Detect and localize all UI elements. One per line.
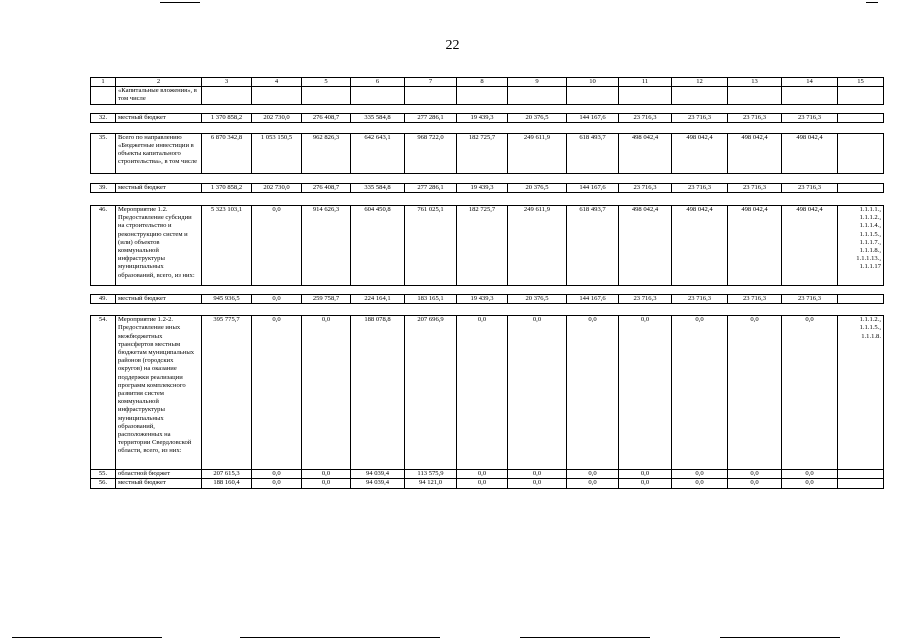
value-cell: 20 376,5 xyxy=(508,183,567,192)
header-row xyxy=(91,78,884,87)
value-cell: 498 042,4 xyxy=(672,206,728,286)
value-cell: 23 716,3 xyxy=(672,113,728,122)
budget-table xyxy=(90,77,884,489)
value-cell: 0,0 xyxy=(567,479,619,488)
value-cell: 276 408,7 xyxy=(302,183,351,192)
row-number-cell: 54. xyxy=(91,316,116,470)
value-cell: 277 286,1 xyxy=(405,183,457,192)
value-cell: 1 370 858,2 xyxy=(202,183,252,192)
value-cell: 0,0 xyxy=(302,479,351,488)
value-cell: 0,0 xyxy=(728,316,782,470)
value-cell: 20 376,5 xyxy=(508,295,567,304)
value-cell: 23 716,3 xyxy=(728,295,782,304)
value-cell: 224 164,1 xyxy=(351,295,405,304)
value-cell: 0,0 xyxy=(782,479,838,488)
header-cell: 2 xyxy=(116,78,202,87)
value-cell xyxy=(252,87,302,104)
value-cell xyxy=(728,87,782,104)
row-description-cell: областной бюджет xyxy=(116,470,202,479)
value-cell xyxy=(302,87,351,104)
value-cell: 6 870 342,8 xyxy=(202,133,252,173)
value-cell: 0,0 xyxy=(728,470,782,479)
row-number-cell: 32. xyxy=(91,113,116,122)
value-cell xyxy=(567,87,619,104)
value-cell: 0,0 xyxy=(619,316,672,470)
header-cell: 6 xyxy=(351,78,405,87)
row-description-cell: местный бюджет xyxy=(116,479,202,488)
table-row xyxy=(91,206,884,286)
value-cell: 914 626,3 xyxy=(302,206,351,286)
value-cell: 335 584,8 xyxy=(351,113,405,122)
value-cell: 498 042,4 xyxy=(728,133,782,173)
value-cell: 1 370 858,2 xyxy=(202,113,252,122)
table-row xyxy=(91,295,884,304)
row-description-cell: «Капитальные вложения», в том числе xyxy=(116,87,202,104)
value-cell xyxy=(405,87,457,104)
value-cell: 604 450,8 xyxy=(351,206,405,286)
target-indicators-cell: 1.1.1.2., 1.1.1.5., 1.1.1.8. xyxy=(838,316,884,470)
header-cell: 7 xyxy=(405,78,457,87)
header-cell: 13 xyxy=(728,78,782,87)
value-cell: 23 716,3 xyxy=(672,183,728,192)
header-cell: 1 xyxy=(91,78,116,87)
value-cell: 249 611,9 xyxy=(508,206,567,286)
value-cell: 259 758,7 xyxy=(302,295,351,304)
value-cell xyxy=(508,87,567,104)
value-cell: 945 936,5 xyxy=(202,295,252,304)
value-cell: 188 078,8 xyxy=(351,316,405,470)
row-gap xyxy=(91,304,884,316)
value-cell: 202 730,0 xyxy=(252,183,302,192)
value-cell: 395 775,7 xyxy=(202,316,252,470)
value-cell: 23 716,3 xyxy=(619,183,672,192)
value-cell: 144 167,6 xyxy=(567,113,619,122)
row-description-cell: Мероприятие 1.2. Предоставление субсидии на строительство и реконструкцию систем и (или) объектов коммунальной инфраструктуры муниципальных образований, всего, из них: xyxy=(116,206,202,286)
value-cell xyxy=(351,87,405,104)
value-cell: 0,0 xyxy=(567,470,619,479)
value-cell: 276 408,7 xyxy=(302,113,351,122)
value-cell: 0,0 xyxy=(672,316,728,470)
value-cell: 498 042,4 xyxy=(619,133,672,173)
value-cell: 0,0 xyxy=(782,316,838,470)
row-number-cell xyxy=(91,87,116,104)
target-indicators-cell xyxy=(838,87,884,104)
row-number-cell: 49. xyxy=(91,295,116,304)
value-cell: 183 165,1 xyxy=(405,295,457,304)
value-cell: 23 716,3 xyxy=(728,113,782,122)
table-row xyxy=(91,470,884,479)
value-cell xyxy=(202,87,252,104)
table-row xyxy=(91,479,884,488)
header-cell: 15 xyxy=(838,78,884,87)
row-gap xyxy=(91,193,884,206)
value-cell: 277 286,1 xyxy=(405,113,457,122)
row-number-cell: 35. xyxy=(91,133,116,173)
table-row xyxy=(91,113,884,122)
page-number: 22 xyxy=(445,38,460,53)
value-cell: 113 575,9 xyxy=(405,470,457,479)
value-cell: 0,0 xyxy=(728,479,782,488)
row-description-cell: местный бюджет xyxy=(116,113,202,122)
value-cell: 618 493,7 xyxy=(567,133,619,173)
value-cell: 19 439,3 xyxy=(457,113,508,122)
value-cell: 618 493,7 xyxy=(567,206,619,286)
row-description-cell: Мероприятие 1.2-2. Предоставление иных межбюджетных трансфертов местным бюджетам муниципальных районов (городских округов) на оказание поддержки реализации программ комплексного развития систем коммунальной инфраструктуры муниципальных образований, расположенных на территории Свердловской области, всего, из них: xyxy=(116,316,202,470)
value-cell: 498 042,4 xyxy=(782,133,838,173)
value-cell: 23 716,3 xyxy=(782,295,838,304)
value-cell: 0,0 xyxy=(672,479,728,488)
value-cell: 182 725,7 xyxy=(457,206,508,286)
value-cell: 0,0 xyxy=(457,470,508,479)
value-cell: 498 042,4 xyxy=(728,206,782,286)
table-row xyxy=(91,183,884,192)
value-cell: 0,0 xyxy=(457,316,508,470)
header-cell: 4 xyxy=(252,78,302,87)
value-cell: 0,0 xyxy=(508,479,567,488)
header-cell: 9 xyxy=(508,78,567,87)
row-gap xyxy=(91,122,884,133)
value-cell: 0,0 xyxy=(252,470,302,479)
table-row xyxy=(91,87,884,104)
row-description-cell: Всего по направлению «Бюджетные инвестиции в объекты капитального строительства», в том числе xyxy=(116,133,202,173)
value-cell: 498 042,4 xyxy=(782,206,838,286)
target-indicators-cell xyxy=(838,183,884,192)
value-cell: 0,0 xyxy=(508,316,567,470)
value-cell: 0,0 xyxy=(252,295,302,304)
value-cell: 1 053 150,5 xyxy=(252,133,302,173)
value-cell: 498 042,4 xyxy=(672,133,728,173)
value-cell: 0,0 xyxy=(252,206,302,286)
table-row xyxy=(91,316,884,470)
target-indicators-cell: 1.1.1.1., 1.1.1.2., 1.1.1.4., 1.1.1.5., 1.1.1.7., 1.1.1.8., 1.1.1.13., 1.1.1.17 xyxy=(838,206,884,286)
value-cell: 0,0 xyxy=(252,479,302,488)
value-cell: 962 826,3 xyxy=(302,133,351,173)
row-number-cell: 46. xyxy=(91,206,116,286)
top-edge-line xyxy=(866,2,878,3)
value-cell: 0,0 xyxy=(302,316,351,470)
value-cell: 249 611,9 xyxy=(508,133,567,173)
value-cell: 207 696,9 xyxy=(405,316,457,470)
row-description-cell: местный бюджет xyxy=(116,183,202,192)
value-cell: 5 323 103,1 xyxy=(202,206,252,286)
value-cell: 0,0 xyxy=(619,479,672,488)
value-cell: 0,0 xyxy=(782,470,838,479)
value-cell: 0,0 xyxy=(567,316,619,470)
value-cell: 0,0 xyxy=(457,479,508,488)
bottom-edge-line xyxy=(520,637,650,638)
header-cell: 3 xyxy=(202,78,252,87)
row-gap xyxy=(91,173,884,183)
value-cell: 19 439,3 xyxy=(457,295,508,304)
value-cell: 0,0 xyxy=(619,470,672,479)
value-cell: 23 716,3 xyxy=(782,113,838,122)
value-cell: 20 376,5 xyxy=(508,113,567,122)
target-indicators-cell xyxy=(838,479,884,488)
value-cell: 207 615,3 xyxy=(202,470,252,479)
value-cell: 202 730,0 xyxy=(252,113,302,122)
value-cell xyxy=(457,87,508,104)
bottom-edge-line xyxy=(720,637,840,638)
value-cell: 642 643,1 xyxy=(351,133,405,173)
value-cell: 23 716,3 xyxy=(619,113,672,122)
value-cell: 188 160,4 xyxy=(202,479,252,488)
value-cell: 23 716,3 xyxy=(728,183,782,192)
target-indicators-cell xyxy=(838,133,884,173)
value-cell: 182 725,7 xyxy=(457,133,508,173)
header-cell: 8 xyxy=(457,78,508,87)
value-cell: 23 716,3 xyxy=(782,183,838,192)
bottom-edge-line xyxy=(12,637,162,638)
value-cell: 0,0 xyxy=(302,470,351,479)
value-cell: 968 722,0 xyxy=(405,133,457,173)
row-gap xyxy=(91,104,884,113)
table-row xyxy=(91,133,884,173)
top-edge-line xyxy=(160,2,200,3)
value-cell: 23 716,3 xyxy=(672,295,728,304)
target-indicators-cell xyxy=(838,470,884,479)
row-number-cell: 55. xyxy=(91,470,116,479)
header-cell: 11 xyxy=(619,78,672,87)
header-cell: 12 xyxy=(672,78,728,87)
value-cell: 94 039,4 xyxy=(351,470,405,479)
target-indicators-cell xyxy=(838,295,884,304)
value-cell: 94 121,0 xyxy=(405,479,457,488)
value-cell: 19 439,3 xyxy=(457,183,508,192)
bottom-edge-line xyxy=(240,637,440,638)
header-cell: 10 xyxy=(567,78,619,87)
value-cell: 144 167,6 xyxy=(567,183,619,192)
value-cell: 144 167,6 xyxy=(567,295,619,304)
value-cell: 761 025,1 xyxy=(405,206,457,286)
header-cell: 14 xyxy=(782,78,838,87)
value-cell: 335 584,8 xyxy=(351,183,405,192)
value-cell: 94 039,4 xyxy=(351,479,405,488)
target-indicators-cell xyxy=(838,113,884,122)
value-cell xyxy=(619,87,672,104)
row-description-cell: местный бюджет xyxy=(116,295,202,304)
value-cell: 0,0 xyxy=(252,316,302,470)
value-cell: 0,0 xyxy=(508,470,567,479)
value-cell: 498 042,4 xyxy=(619,206,672,286)
header-cell: 5 xyxy=(302,78,351,87)
row-number-cell: 39. xyxy=(91,183,116,192)
value-cell: 23 716,3 xyxy=(619,295,672,304)
value-cell: 0,0 xyxy=(672,470,728,479)
row-gap xyxy=(91,286,884,295)
value-cell xyxy=(782,87,838,104)
row-number-cell: 56. xyxy=(91,479,116,488)
value-cell xyxy=(672,87,728,104)
